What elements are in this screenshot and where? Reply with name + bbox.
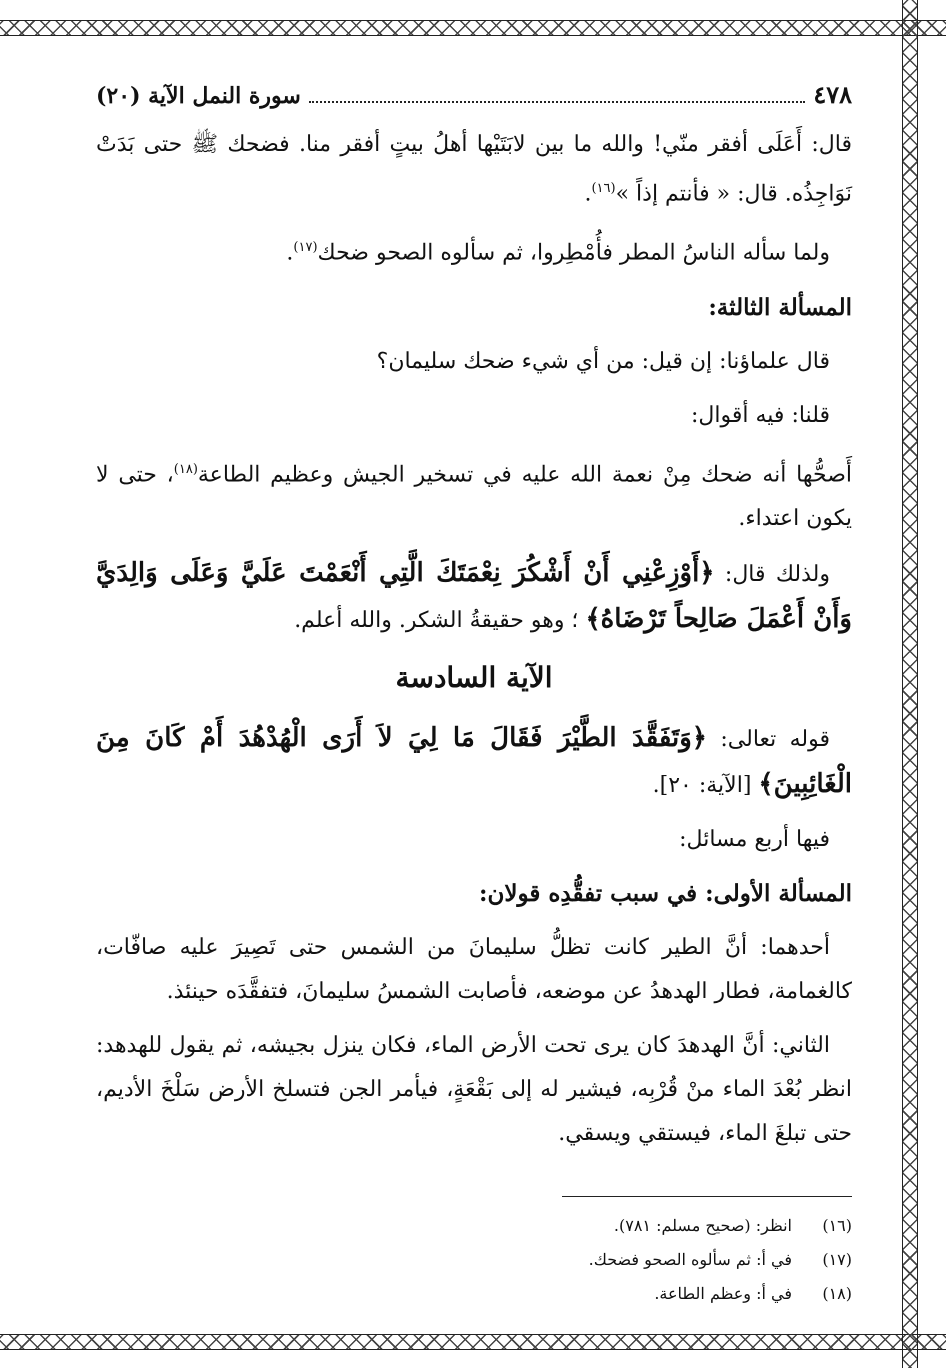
border-bottom bbox=[0, 1334, 946, 1350]
section-heading: الآية السادسة bbox=[395, 660, 553, 694]
paragraph-5 bbox=[96, 448, 852, 541]
paragraph-3: قال علماؤنا: إن قيل: من أي شيء ضحك سليمان؟ bbox=[376, 348, 830, 374]
verse-reference: [الآية: ٢٠]. bbox=[652, 772, 752, 798]
footnote-text: في أ: ثم سألوه الصحو فضحك. bbox=[588, 1249, 792, 1269]
paragraph-2-text: ولما سأله الناسُ المطر فأُمْطِروا، ثم سألوه الصحو ضحك bbox=[317, 240, 830, 266]
footnote-number: (١٦) bbox=[822, 1215, 852, 1235]
footnote-number: (١٧) bbox=[822, 1249, 852, 1269]
paragraph-1-text: قال: أَعَلَى أفقر منّي! والله ما بين لابَتَيْها أهلُ بيتٍ أفقر منا. فضحك ﷺ حتى بَدَتْ نَوَاجِذُه. قال: « فأنتم إذاً » bbox=[96, 132, 852, 207]
footnote-ref-18[interactable]: (١٨) bbox=[173, 461, 198, 477]
footnote-text: في أ: وعظم الطاعة. bbox=[654, 1283, 792, 1303]
footnote-16 bbox=[96, 1209, 852, 1243]
footnote-ref-16[interactable]: (١٦) bbox=[591, 181, 616, 196]
paragraph-2-end: . bbox=[286, 240, 294, 266]
paragraph-6-end: ؛ وهو حقيقةُ الشكر. والله أعلم. bbox=[294, 607, 579, 633]
paragraph-10: الثاني: أنَّ الهدهدَ كان يرى تحت الأرض الماء، فكان ينزل بجيشه، ثم يقول للهدهد: انظر بُعْدَ الماء منْ قُرْبِه، فيشير له إلى بَقْعَةٍ، فيأمر الجن فتسلخ الأرض سَلْخَ الأديم، حتى تبلغَ الماء، فيستقي ويسقي. bbox=[96, 1032, 853, 1146]
paragraph-6 bbox=[96, 551, 852, 643]
heading-third-issue: المسألة الثالثة: bbox=[708, 293, 852, 321]
running-header bbox=[96, 80, 852, 109]
page-number: ٤٧٨ bbox=[813, 80, 852, 109]
footnote-text: انظر: (صحيح مسلم: ٧٨١). bbox=[613, 1215, 792, 1235]
paragraph-4: قلنا: فيه أقوال: bbox=[691, 402, 830, 428]
quran-verse-2: ﴿وَتَفَقَّدَ الطَّيْرَ فَقَالَ مَا لِيَ لاَ أَرَى الْهُدْهُدَ أَمْ كَانَ مِنَ الْغَائِبِينَ﴾ bbox=[96, 722, 852, 799]
border-top bbox=[0, 20, 946, 36]
page-content bbox=[96, 80, 852, 1311]
heading-first-issue: المسألة الأولى: في سبب تفقُّدِه قولان: bbox=[478, 879, 852, 907]
paragraph-7 bbox=[96, 716, 852, 808]
footnote-ref-17[interactable]: (١٧) bbox=[293, 240, 318, 256]
border-right bbox=[902, 0, 918, 1368]
footnote-18 bbox=[96, 1277, 852, 1311]
paragraph-6-intro: ولذلك قال: bbox=[724, 561, 830, 587]
paragraph-1-end: . bbox=[584, 181, 592, 207]
paragraph-5-end: ، حتى لا يكون اعتداء. bbox=[96, 461, 852, 531]
paragraph-1 bbox=[96, 123, 852, 216]
paragraph-7-intro: قوله تعالى: bbox=[720, 726, 830, 752]
paragraph-5-text: أَصحُّها أنه ضحك مِنْ نعمة الله عليه في تسخير الجيش وعظيم الطاعة bbox=[197, 461, 852, 487]
paragraph-8: فيها أربع مسائل: bbox=[679, 826, 830, 852]
footnote-number: (١٨) bbox=[822, 1283, 852, 1303]
header-title: سورة النمل الآية (٢٠) bbox=[96, 83, 301, 109]
footnote-rule bbox=[562, 1196, 852, 1197]
footnotes bbox=[96, 1209, 852, 1311]
footnote-17 bbox=[96, 1243, 852, 1277]
paragraph-9: أحدهما: أنَّ الطير كانت تظلُّ سليمانَ من الشمس حتى تَصِيرَ عليه صافّات، كالغمامة، فطار الهدهدُ عن موضعه، فأصابت الشمسُ سليمانَ، فتفقَّدَه حينئذ. bbox=[96, 934, 852, 1004]
paragraph-2 bbox=[96, 226, 852, 275]
header-dots bbox=[309, 101, 806, 103]
quran-verse-1: ﴿أَوْزِعْنِي أَنْ أَشْكُرَ نِعْمَتَكَ الَّتِي أَنْعَمْتَ عَلَيَّ وَعَلَى وَالِدَيَّ وَأَنْ أَعْمَلَ صَالِحاً تَرْضَاهُ﴾ bbox=[96, 557, 852, 634]
